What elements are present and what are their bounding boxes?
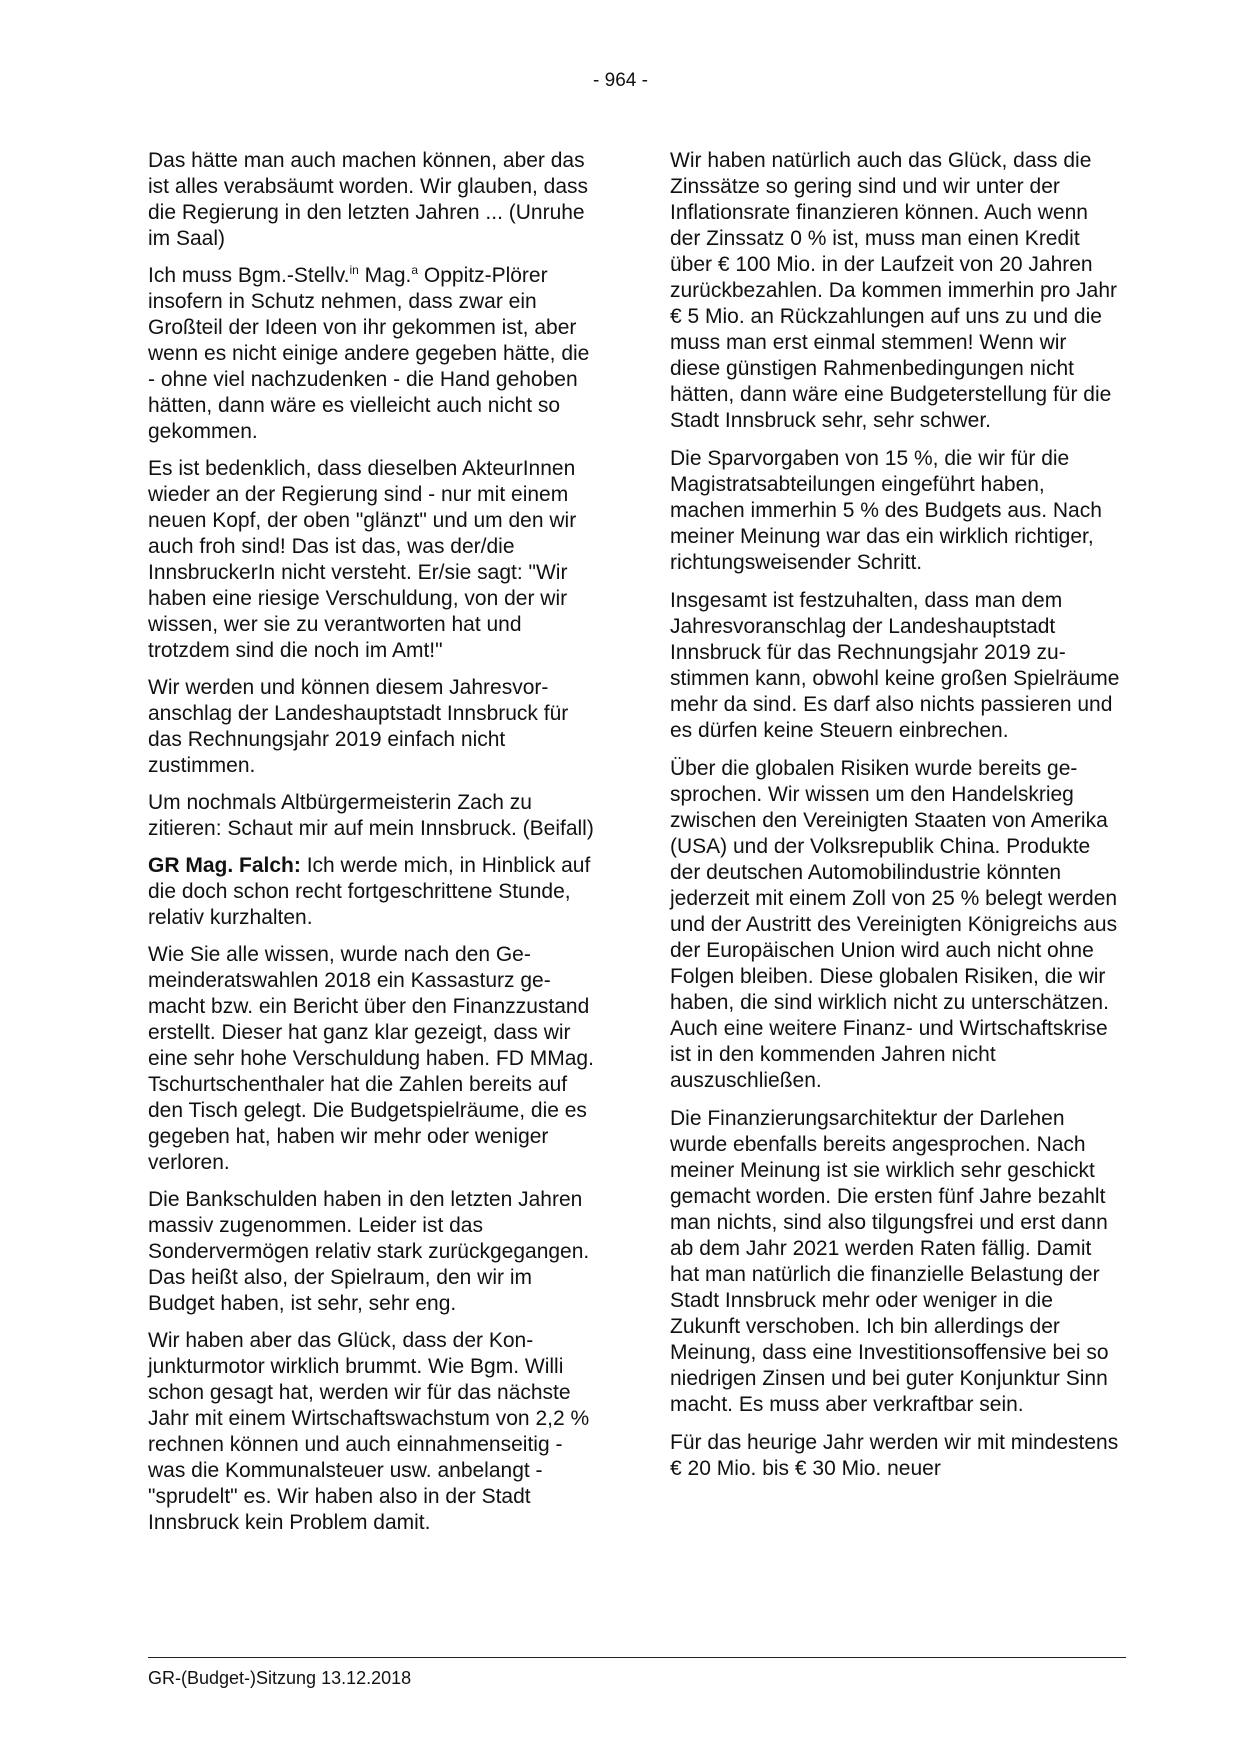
left-column xyxy=(148,148,600,1547)
paragraph-text: Ich muss Bgm.-Stellv. xyxy=(148,264,350,287)
paragraph xyxy=(148,853,600,931)
paragraph: Insgesamt ist festzuhalten, dass man dem Jahresvoranschlag der Landeshauptstadt Innsbruck für das Rechnungsjahr 2019 zustimmen kann, obwohl keine großen Spielräume mehr da sind. Es darf also nichts passieren und es dürfen keine Steuern einbrechen. xyxy=(670,589,1120,742)
paragraph: Über die globalen Risiken wurde bereits gesprochen. Wir wissen um den Handelskrieg zwischen den Vereinigten Staaten von Amerika (USA) und der Volksrepublik China. Produkte der deutschen Automobilindustrie könnten jederzeit mit einem Zoll von 25 % belegt werden und der Austritt des Vereinigten Königreichs aus der Europäischen Union wird auch nicht ohne Folgen bleiben. Diese globalen Risiken, die wir haben, die sind wirklich nicht zu unterschätzen. Auch eine weitere Finanz- und Wirtschaftskrise ist in den kommenden Jahren nicht auszuschließen. xyxy=(670,757,1118,1092)
paragraph: Es ist bedenklich, dass dieselben AkteurInnen wieder an der Regierung sind - nur mit einem neuen Kopf, der oben "glänzt" und um den wir auch froh sind! Das ist das, was der/die InnsbruckerIn nicht versteht. Er/sie sagt: "Wir haben eine riesige Verschuldung, von der wir wissen, wer sie zu verantworten hat und trotzdem sind die noch im Amt!" xyxy=(148,457,577,662)
paragraph-text: Oppitz-Plörer insofern in Schutz nehmen, dass zwar ein Großteil der Ideen von ihr gekommen ist, aber wenn es nicht einige andere gegeben hätte, die - ohne viel nachzudenken - die Hand gehoben hätten, dann wäre es vielleicht auch nicht so gekommen. xyxy=(148,264,590,443)
right-column xyxy=(670,148,1122,1494)
paragraph: Um nochmals Altbürgermeisterin Zach zu zitieren: Schaut mir auf mein Innsbruck. (Beifall) xyxy=(148,791,594,840)
paragraph: Wir haben aber das Glück, dass der Konjunkturmotor wirklich brummt. Wie Bgm. Willi schon gesagt hat, werden wir für das nächste Jahr mit einem Wirtschaftswachstum von 2,2 % rechnen können und auch einnahmenseitig - was die Kommunalsteuer usw. anbelangt - "sprudelt" es. Wir haben also in der Stadt Innsbruck kein Problem damit. xyxy=(148,1329,590,1534)
paragraph: Das hätte man auch machen können, aber das ist alles verabsäumt worden. Wir glauben, dass die Regierung in den letzten Jahren ... (Unruhe im Saal) xyxy=(148,149,589,250)
page-number: - 964 - xyxy=(593,70,648,91)
paragraph: Wie Sie alle wissen, wurde nach den Gemeinderatswahlen 2018 ein Kassasturz gemacht bzw. ein Bericht über den Finanzzustand erstellt. Dieser hat ganz klar gezeigt, dass wir eine sehr hohe Verschuldung haben. FD MMag. Tschurtschenthaler hat die Zahlen bereits auf den Tisch gelegt. Die Budgetspielräume, die es gegeben hat, haben wir mehr oder weniger verloren. xyxy=(148,943,594,1174)
paragraph: Die Bankschulden haben in den letzten Jahren massiv zugenommen. Leider ist das Sondervermögen relativ stark zurückgegangen. Das heißt also, der Spielraum, den wir im Budget haben, ist sehr, sehr eng. xyxy=(148,1188,590,1315)
paragraph-text: Ich werde mich, in Hinblick auf die doch schon recht fortgeschrittene Stunde, relativ kurzhalten. xyxy=(148,854,591,929)
paragraph xyxy=(148,263,600,445)
paragraph: Die Sparvorgaben von 15 %, die wir für die Magistratsabteilungen eingeführt haben, machen immerhin 5 % des Budgets aus. Nach meiner Meinung war das ein wirklich richtiger, richtungsweisender Schritt. xyxy=(670,447,1102,574)
superscript: in xyxy=(349,263,359,277)
paragraph: Die Finanzierungsarchitektur der Darlehen wurde ebenfalls bereits angesprochen. Nach meiner Meinung ist sie wirklich sehr geschickt gemacht worden. Die ersten fünf Jahre bezahlt man nichts, sind also tilgungsfrei und erst dann ab dem Jahr 2021 werden Raten fällig. Damit hat man natürlich die finanzielle Belastung der Stadt Innsbruck mehr oder weniger in die Zukunft verschoben. Ich bin allerdings der Meinung, dass eine Investitionsoffensive bei so niedrigen Zinsen und bei guter Konjunktur Sinn macht. Es muss aber verkraftbar sein. xyxy=(670,1107,1109,1416)
footer-session-label: GR-(Budget-)Sitzung 13.12.2018 xyxy=(148,1668,412,1688)
paragraph: Für das heurige Jahr werden wir mit mindestens € 20 Mio. bis € 30 Mio. neuer xyxy=(670,1431,1119,1480)
superscript: a xyxy=(411,263,419,277)
paragraph: Wir werden und können diesem Jahresvoranschlag der Landeshauptstadt Innsbruck für das Rechnungsjahr 2019 einfach nicht zustimmen. xyxy=(148,676,569,777)
footer-divider xyxy=(148,1657,1126,1658)
speaker-name: GR Mag. Falch: xyxy=(148,854,301,877)
paragraph-text: Mag. xyxy=(358,264,412,287)
paragraph: Wir haben natürlich auch das Glück, dass die Zinssätze so gering sind und wir unter der Inflationsrate finanzieren können. Auch wenn der Zinssatz 0 % ist, muss man einen Kredit über € 100 Mio. in der Laufzeit von 20 Jahren zurückbezahlen. Da kommen immerhin pro Jahr € 5 Mio. an Rückzahlungen auf uns zu und die muss man erst einmal stemmen! Wenn wir diese günstigen Rahmenbedingungen nicht hätten, dann wäre eine Budgeterstellung für die Stadt Innsbruck sehr, sehr schwer. xyxy=(670,149,1118,432)
